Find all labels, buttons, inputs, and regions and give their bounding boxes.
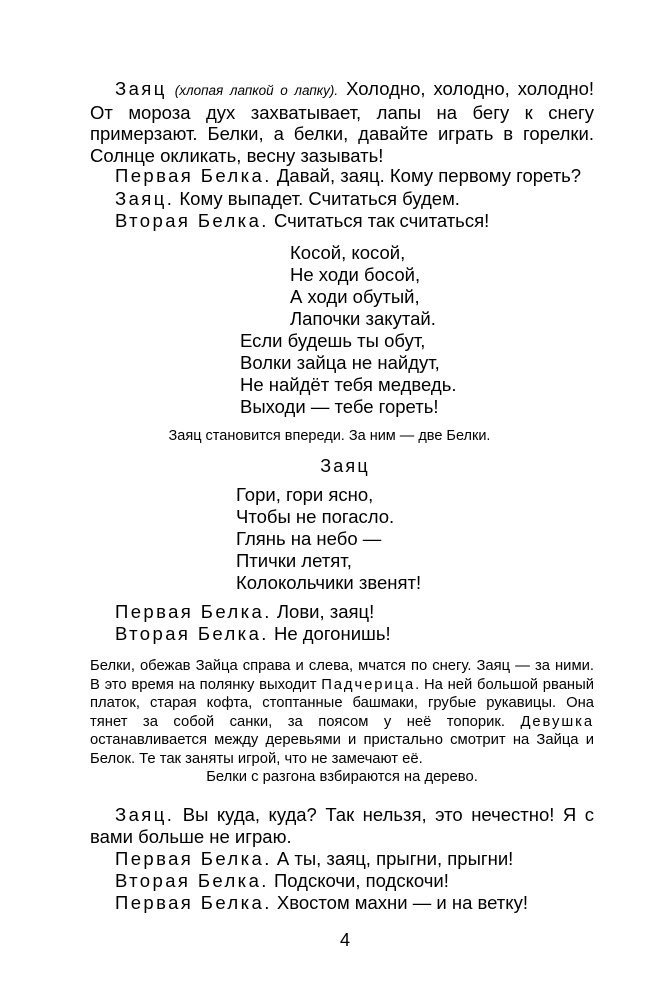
character-name: Падчерица	[321, 676, 416, 693]
speaker-name: Вторая Белка.	[115, 870, 269, 891]
speaker-name: Первая Белка.	[115, 601, 272, 622]
verse-line: Лапочки закутай.	[290, 308, 436, 329]
dialogue-first-squirrel-1	[115, 165, 581, 187]
dialogue-text: Давай, заяц. Кому первому гореть?	[276, 165, 582, 186]
dialogue-hare-1	[90, 78, 594, 166]
dialogue-text: Не догонишь!	[273, 623, 391, 644]
dialogue-text: А ты, заяц, прыгни, прыгни!	[276, 848, 514, 869]
verse-line: Колокольчики звенят!	[236, 572, 422, 593]
stage-text: . На ней большой рваный платок, старая кофта, стоптанные башмаки, грубые рукавицы. Она тянет за собой санки, за поясом у неё топорик.	[90, 676, 594, 730]
dialogue-text: Лови, заяц!	[276, 601, 375, 622]
verse-line: Не найдёт тебя медведь.	[240, 374, 457, 395]
dialogue-text: Хвостом махни — и на ветку!	[276, 892, 528, 913]
dialogue-hare-2	[115, 188, 460, 210]
dialogue-hare-3	[90, 804, 594, 847]
stage-direction: (хлопая лапкой о лапку).	[174, 83, 339, 98]
speaker-name: Заяц	[115, 78, 167, 99]
speaker-name: Заяц.	[115, 804, 175, 825]
verse-line: Чтобы не погасло.	[236, 506, 395, 527]
dialogue-text: Кому выпадет. Считаться будем.	[179, 188, 460, 209]
dialogue-text: Считаться так считаться!	[273, 210, 490, 231]
speaker-heading: Заяц	[320, 456, 370, 476]
speaker-name: Первая Белка.	[115, 848, 272, 869]
verse-line: Если будешь ты обут,	[240, 330, 426, 351]
dialogue-second-squirrel-2	[115, 623, 391, 645]
verse-line: Глянь на небо —	[236, 528, 382, 549]
page-number: 4	[339, 930, 350, 950]
dialogue-text: Вы куда, куда? Так нельзя, это нечестно! Я с вами больше не играю.	[90, 804, 594, 847]
character-name: Девушка	[520, 713, 594, 730]
verse-line: Косой, косой,	[290, 242, 406, 263]
dialogue-first-squirrel-2	[115, 601, 374, 623]
dialogue-first-squirrel-3	[115, 848, 513, 870]
speaker-name: Заяц.	[115, 188, 175, 209]
dialogue-second-squirrel-3	[115, 870, 449, 892]
speaker-name: Первая Белка.	[115, 165, 272, 186]
speaker-name: Вторая Белка.	[115, 210, 269, 231]
stage-text: останавливается между деревьями и пристально смотрит на Зайца и Белок. Те так заняты игрой, что не замечают её.	[90, 732, 594, 767]
stage-direction: Заяц становится впереди. За ним — две Белки.	[168, 428, 491, 444]
dialogue-text: Подскочи, подскочи!	[273, 870, 449, 891]
verse-line: Гори, гори ясно,	[236, 484, 374, 505]
verse-line: Волки зайца не найдут,	[240, 352, 440, 373]
stage-direction-block	[90, 657, 594, 769]
verse-line: Птички летят,	[236, 550, 352, 571]
speaker-name: Вторая Белка.	[115, 623, 269, 644]
stage-direction: Белки с разгона взбираются на дерево.	[206, 769, 478, 785]
speaker-name: Первая Белка.	[115, 892, 272, 913]
dialogue-second-squirrel-1	[115, 210, 489, 232]
verse-line: Выходи — тебе гореть!	[240, 396, 439, 417]
stage-text: Белки, обежав Зайца справа и слева, мчатся по снегу. Заяц — за ними. В это время на полянку выходит	[90, 658, 594, 693]
dialogue-text: Холодно, холодно, холодно! От мороза дух захватывает, лапы на бегу к снегу примерзают. Белки, а белки, давайте играть в горелки. Солнце окликать, весну зазывать!	[90, 78, 595, 166]
verse-line: А ходи обутый,	[290, 286, 420, 307]
dialogue-first-squirrel-4	[115, 892, 528, 914]
verse-line: Не ходи босой,	[290, 264, 421, 285]
